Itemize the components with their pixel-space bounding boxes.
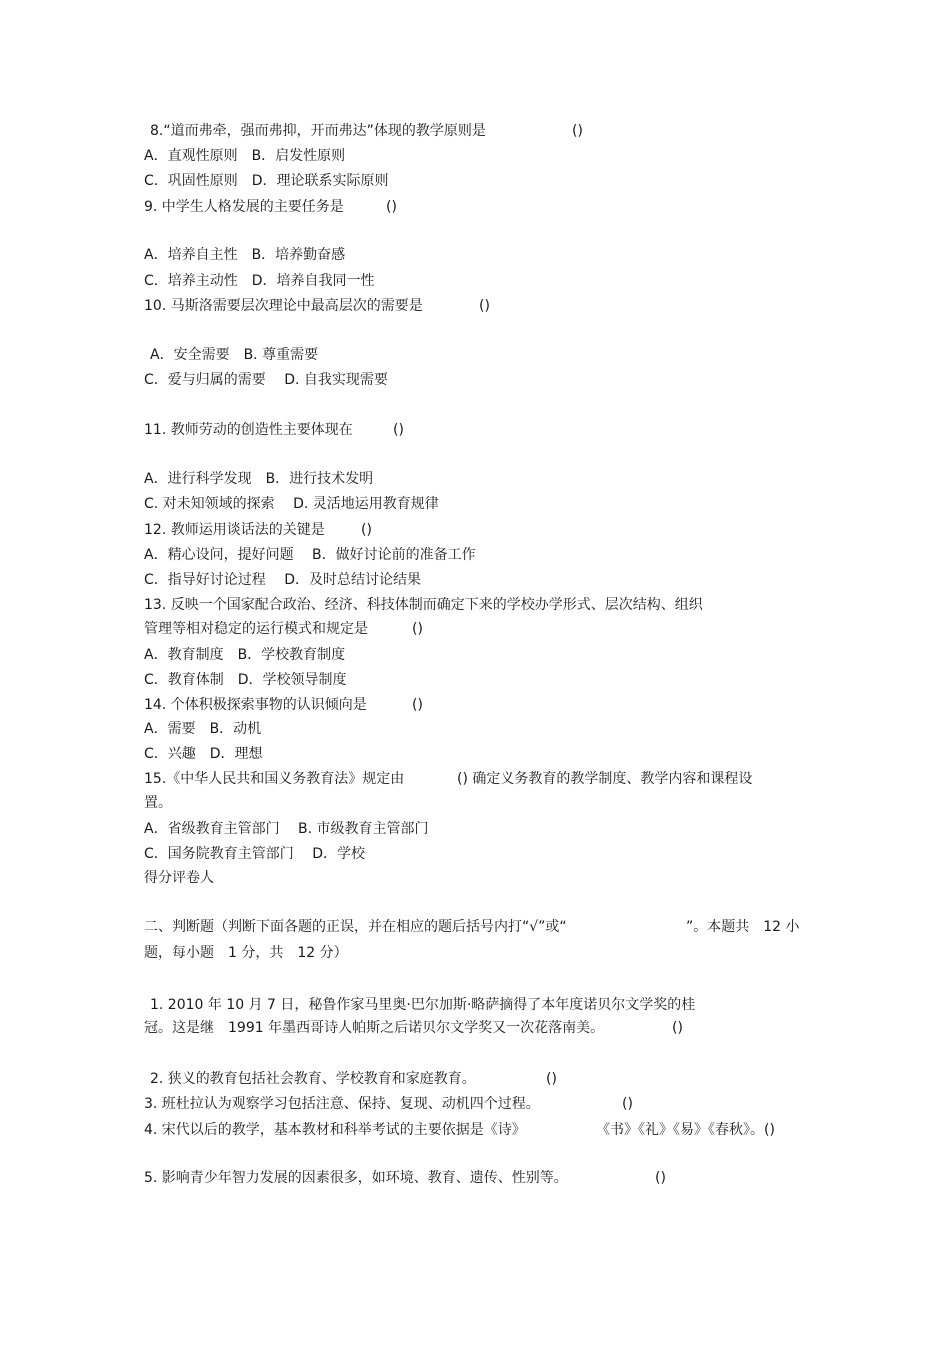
question-11-stem: 11. 教师劳动的创造性主要体现在 bbox=[144, 422, 353, 438]
tf-4-text-a: 4. 宋代以后的教学，基本教材和科举考试的主要依据是《诗》 bbox=[144, 1122, 526, 1138]
tf-4-text-b: 《书》《礼》《易》《春秋》。() bbox=[596, 1122, 775, 1138]
question-8-answer-paren: () bbox=[572, 123, 583, 139]
question-8-options-ab: A．直观性原则 B．启发性原则 bbox=[144, 148, 346, 164]
question-15-stem-line2: 置。 bbox=[144, 795, 172, 811]
tf-1-line2: 冠。这是继 1991 年墨西哥诗人帕斯之后诺贝尔文学奖又一次花落南美。 bbox=[144, 1020, 605, 1036]
tf-2-answer-paren: () bbox=[546, 1071, 557, 1087]
question-13-options-ab: A．教育制度 B．学校教育制度 bbox=[144, 647, 346, 663]
question-12-options-cd: C．指导好讨论过程 D．及时总结讨论结果 bbox=[144, 572, 422, 588]
question-12-options-ab: A．精心设问，提好问题 B．做好讨论前的准备工作 bbox=[144, 547, 476, 563]
question-13-options-cd: C．教育体制 D．学校领导制度 bbox=[144, 672, 347, 688]
section-2-heading-line2: 题，每小题 1 分，共 12 分） bbox=[144, 945, 348, 961]
question-14-answer-paren: () bbox=[412, 697, 423, 713]
question-14-options-cd: C．兴趣 D．理想 bbox=[144, 746, 263, 762]
question-14-options-ab: A．需要 B．动机 bbox=[144, 721, 262, 737]
question-13-stem-line1: 13. 反映一个国家配合政治、经济、科技体制而确定下来的学校办学形式、层次结构、组织 bbox=[144, 597, 703, 613]
question-15-options-cd: C．国务院教育主管部门 D．学校 bbox=[144, 846, 366, 862]
question-10-answer-paren: () bbox=[479, 298, 490, 314]
question-9-options-cd: C．培养主动性 D．培养自我同一性 bbox=[144, 273, 375, 289]
question-8-options-cd: C．巩固性原则 D．理论联系实际原则 bbox=[144, 173, 389, 189]
question-15-stem-part2: () 确定义务教育的教学制度、教学内容和课程设 bbox=[457, 771, 753, 787]
tf-3-text: 3. 班杜拉认为观察学习包括注意、保持、复现、动机四个过程。 bbox=[144, 1096, 540, 1112]
question-8-stem: 8.“道而弗牵，强而弗抑，开而弗达”体现的教学原则是 bbox=[150, 123, 486, 139]
question-11-options-cd: C. 对未知领域的探索 D. 灵活地运用教育规律 bbox=[144, 496, 439, 512]
question-14-stem: 14. 个体积极探索事物的认识倾向是 bbox=[144, 697, 367, 713]
tf-3-answer-paren: () bbox=[622, 1096, 633, 1112]
question-9-options-ab: A．培养自主性 B．培养勤奋感 bbox=[144, 247, 346, 263]
tf-1-line1: 1. 2010 年 10 月 7 日，秘鲁作家马里奥·巴尔加斯·略萨摘得了本年度诺贝尔文学奖的桂 bbox=[150, 997, 696, 1013]
tf-2-text: 2. 狭义的教育包括社会教育、学校教育和家庭教育。 bbox=[150, 1071, 476, 1087]
question-11-options-ab: A．进行科学发现 B．进行技术发明 bbox=[144, 471, 374, 487]
section-2-heading-line1b: ”。本题共 12 小 bbox=[686, 919, 800, 935]
scorer-label: 得分评卷人 bbox=[144, 870, 214, 886]
question-12-stem: 12. 教师运用谈话法的关键是 bbox=[144, 522, 325, 538]
question-10-options-cd: C．爱与归属的需要 D. 自我实现需要 bbox=[144, 372, 388, 388]
question-10-options-ab: A．安全需要 B. 尊重需要 bbox=[150, 347, 319, 363]
question-13-answer-paren: () bbox=[412, 621, 423, 637]
question-10-stem: 10. 马斯洛需要层次理论中最高层次的需要是 bbox=[144, 298, 423, 314]
question-9-answer-paren: () bbox=[386, 199, 397, 215]
question-12-answer-paren: () bbox=[361, 522, 372, 538]
question-13-stem-line2: 管理等相对稳定的运行模式和规定是 bbox=[144, 621, 368, 637]
question-15-stem-part1: 15.《中华人民共和国义务教育法》规定由 bbox=[144, 771, 405, 787]
question-9-stem: 9. 中学生人格发展的主要任务是 bbox=[144, 199, 344, 215]
tf-5-answer-paren: () bbox=[655, 1170, 666, 1186]
question-15-options-ab: A．省级教育主管部门 B. 市级教育主管部门 bbox=[144, 821, 429, 837]
tf-1-answer-paren: () bbox=[672, 1020, 683, 1036]
tf-5-text: 5. 影响青少年智力发展的因素很多，如环境、教育、遗传、性别等。 bbox=[144, 1170, 568, 1186]
section-2-heading-line1a: 二、判断题（判断下面各题的正误，并在相应的题后括号内打“√”或“ bbox=[144, 919, 567, 935]
question-11-answer-paren: () bbox=[393, 422, 404, 438]
